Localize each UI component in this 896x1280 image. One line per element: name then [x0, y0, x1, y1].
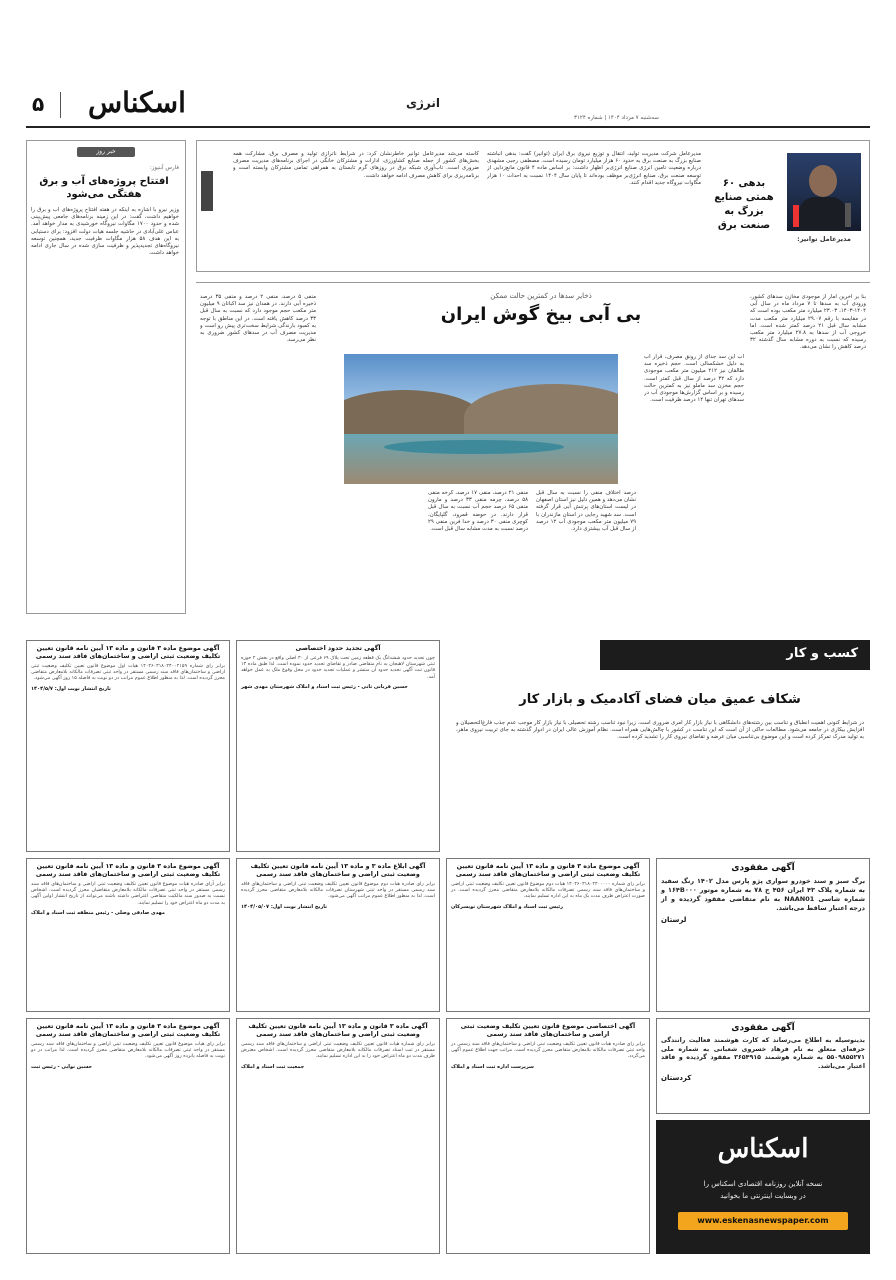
notice-ad: آگهی اختصاصی موضوع قانون تعیین تکلیف وضعیت ثبتی اراضی و ساختمان‌های فاقد سند رسمی برابر رای صادره هیات قانون تعیین تکلیف وضعیت ثبتی اراضی و ساختمان‌های فاقد سند رسمی در واحد ثبتی تصرفات مالکانه بلامعارض متقاضی محرز گردیده است. مراتب جهت اطلاع عموم آگهی می‌گردد. سرپرست اداره ثبت اسناد و املاک — [446, 1018, 650, 1254]
dams-kicker: ذخایر سدها در کمترین حالت ممکن — [490, 292, 592, 300]
dams-col-img: منفی ۲۱ درصد، منفی ۱۷ درصد، کرخه منفی ۵۸ درصد، چرمه منفی ۳۳ درصد و مارون منفی ۶۵ درصد حجم آب نسبت به سال قبل قرار دارند. در حوضه قمرود، گلپایگان، کوچری منفی ۳۰ درصد و خدا فرین منفی ۲۹ درصد نسبت به مدت مشابه سال قبل است. — [428, 490, 528, 533]
promo-line1: نسخه آنلاین روزنامه اقتصادی اسکناس را — [703, 1180, 823, 1188]
notice-ad: آگهی موضوع ماده ۳ قانون و ماده ۱۳ آیین نامه قانون تعیین تکلیف وضعیت ثبتی اراضی و ساختمان‌های فاقد سند رسمی برابر رای شماره ۱۴۰۴۶۰۳۱۸۰۲۴۰۰۰۰۰ هیات دوم موضوع قانون تعیین تکلیف وضعیت ثبتی اراضی و ساختمان‌های فاقد سند رسمی تصرفات مالکانه بلامعارض متقاضی محرز گردیده است. در صورت اعتراض ظرف مدت یک ماه به این اداره تسلیم نمایند. رئیس ثبت اسناد و املاک شهرستان تویسرکان — [446, 858, 650, 1012]
interview-tag: مدیرعامل توانیر: — [797, 235, 851, 243]
dams-col-mid: آب این سد جدای از رونق مصرف، قرار آب به دلیل خشکسالی است. حجم ذخیره سد طالقان نیز ۲۱۲ میلیون متر مکعب موجودی دارد که ۳۲ درصد از سال قبل کمتر است. حجم مخزن سد ماملو نیز به کمترین حالت رسیده و بر اساس گزارش‌ها موجودی آب در سدهای تهران تنها ۱۴ درصد ظرفیت است. — [644, 354, 744, 404]
sidebar — [26, 140, 186, 614]
business-headline: شکاف عمیق میان فضای آکادمیک و بازار کار — [519, 692, 801, 707]
dams-headline: بی آبی بیخ گوش ایران — [440, 304, 642, 325]
interview-col1: مدیرعامل شرکت مدیریت تولید، انتقال و توزیع نیروی برق ایران (توانیر) گفت: بدهی انباشته صنایع بزرگ به صنعت برق به حدود ۶۰ هزار میلیارد تومان رسیده است. مصطفی رجبی مشهدی درباره وضعیت تامین انرژی صنایع انرژی‌بر اظهار داشت: بر اساس ماده ۴ قانون مانع‌زدایی از توسعه صنعت برق، صنایع انرژی‌بر موظف بوده‌اند تا پایان سال ۱۴۰۴ نسبت به احداث ۱۰ هزار مگاوات نیروگاه جدید اقدام کنند. — [487, 151, 701, 186]
dams-col-far: منفی ۵ درصد، منفی ۲ درصد و منفی ۳۵ درصد ذخیره آبی دارند. در همدان نیز سد اکباتان ۹ میلیون متر مکعب حجم موجود دارد که نسبت به سال قبل ۳۳ درصد کاهش یافته است. در این مناطق با توجه به کمبود بارندگی شرایط سخت‌تری پیش رو است و مدیریت مصرف آب در سدهای کشور ضروری به نظر می‌رسد. — [200, 294, 316, 344]
interview-col2: کاسته می‌شد مدیرعامل توانیر خاطرنشان کرد: در شرایط ناترازی تولید و مصرف برق، مشارکت همه بخش‌های کشور از جمله صنایع کشاورزی، ادارات و مشترکان خانگی در اجرای برنامه‌های مدیریت مصرف ضروری است. تاب‌آوری شبکه برق در روزهای گرم تابستان به همراهی تمامی مشترکان وابسته است و برنامه‌ریزی برای کاهش مصرف ادامه خواهد داشت. — [233, 151, 479, 179]
lost-card-ad: آگهی مفقودی بدینوسیله به اطلاع می‌رساند که کارت هوشمند فعالیت رانندگی حرفه‌ای متعلق به نام فرهاد خسروی شعبانی به شماره ملی ۵۵۰۹۸۵۵۲۷۱ به شماره هوشمند ۳۶۵۴۹۱۵ مفقود گردیده و فاقد اعتبار می‌باشد. کردستان — [656, 1018, 870, 1114]
date-line: سه‌شنبه ۷ مرداد ۱۴۰۴ | شماره ۳۱۲۴ — [574, 115, 659, 121]
notice-ad: آگهی ابلاغ ماده ۳ و ماده ۱۳ آیین نامه قانون تعیین تکلیف وضعیت ثبتی اراضی و ساختمان‌های فاقد سند رسمی برابر رای صادره هیات دوم موضوع قانون تعیین تکلیف وضعیت ثبتی اراضی و ساختمان‌های فاقد سند رسمی مستقر در واحد ثبتی شهرستان تصرفات مالکانه بلامعارض متقاضی محرز گردیده است. لذا به منظور اطلاع عموم مراتب آگهی می‌شود. تاریخ انتشار نوبت اول: ۱۴۰۴/۰۵/۰۷ — [236, 858, 440, 1012]
lost-vehicle-ad: آگهی مفقودی برگ سبز و سند خودرو سواری پژو پارس مدل ۱۴۰۲ رنگ سفید به شماره پلاک ۴۳ ایران ۴۵۶ ج ۷۸ به شماره موتور ۱۶۴B۰۰۰ و شماره شاسی NAAN01 به نام متقاضی مفقود گردیده و از درجه اعتبار ساقط می‌باشد. لرستان — [656, 858, 870, 1012]
notice-ad: آگهی موضوع ماده ۳ قانون و ماده ۱۳ آیین نامه قانون تعیین تکلیف وضعیت ثبتی اراضی و ساختمان‌های فاقد سند رسمی برابر رای هیات موضوع قانون تعیین تکلیف وضعیت ثبتی اراضی و ساختمان‌های فاقد سند رسمی مستقر در واحد ثبتی تصرفات مالکانه بلامعارض متقاضی محرز گردیده است. لذا مراتب در دو نوبت به فاصله پانزده روز آگهی می‌شود. حسین نوایی - رئیس ثبت — [26, 1018, 230, 1254]
interview-box — [196, 140, 870, 272]
sidebar-headline: افتتاح پروژه‌های آب و برق هفتگی می‌شود — [39, 176, 169, 200]
dams-photo — [344, 354, 618, 484]
notice-ad: آگهی تحدید حدود اختصاصی چون تحدید حدود ششدانگ یک قطعه زمین تحت پلاک ۶۹ فرعی از ۳۰ اصلی واقع در بخش ۲ حوزه ثبتی شهرستان لاهیجان به نام متقاضی صادر و تقاضای تحدید حدود نموده است. لذا طبق ماده ۱۳ قانون ثبت آگهی تحدید حدود آن منتشر و عملیات تحدید حدود در محل وقوع ملک به عمل خواهد آمد. حسین قربانی ثانی - رئیس ثبت اسناد و املاک شهرستان مهدی شهر — [236, 640, 440, 852]
notice-ad: آگهی موضوع ماده ۳ قانون و ماده ۱۳ آیین نامه قانون تعیین تکلیف وضعیت ثبتی اراضی و ساختمان‌های فاقد سند رسمی برابر آرای صادره هیات موضوع قانون تعیین تکلیف وضعیت ثبتی اراضی و ساختمان‌های فاقد سند رسمی مستقر در واحد ثبتی تصرفات مالکانه بلامعارض متقاضیان محرز گردیده است. اشخاص نسبت به صدور سند مالکیت متقاضی اعتراضی داشته باشند می‌توانند از تاریخ انتشار اولین آگهی به مدت دو ماه اعتراض خود را تسلیم نمایند. مهدی صادقی وصلی - رئیس منطقه ثبت اسناد و املاک — [26, 858, 230, 1012]
section-title: انرژی — [406, 96, 440, 110]
sidebar-kicker: فارس آبنیوز: — [149, 165, 179, 171]
business-section — [450, 640, 870, 850]
interview-title: بدهی ۶۰ همتی صنایع بزرگ به صنعت برق — [714, 178, 774, 231]
promo-logo: اسکناس — [717, 1134, 809, 1164]
promo-box — [656, 1120, 870, 1254]
interview-photo — [787, 153, 861, 231]
promo-url[interactable]: www.eskenasnewspaper.com — [678, 1212, 848, 1230]
business-body: در شرایط کنونی اهمیت انطباق و تناسب بین رشته‌های دانشگاهی با نیاز بازار کار امری ضروری است. زیرا نبود تناسب رشته تحصیلی با نیاز بازار کار موجب عدم جذب فارغ‌التحصیلان و افزایش بیکاری در جامعه می‌شود. مطالعات حاکی از آن است که این تناسب در کشور با چالش‌هایی همراه است. نظام آموزش عالی ایران در ادوار گذشته به جای تربیت نیروی ماهر، به تولید مدرک تمرکز کرده است و این موضوع بی‌تناسبی میان عرضه و تقاضای نیروی کار را تشدید کرده است. — [456, 720, 864, 741]
continued-tag — [201, 171, 213, 211]
logo: اسکناس — [88, 86, 186, 119]
sidebar-badge: خبر روز — [77, 147, 135, 157]
dams-col-right: بنا بر آخرین آمار از موجودی مخازن سدهای کشور، ورودی آب به سدها تا ۷ مرداد ماه در سال آبی ۱۴۰۴-۱۴۰۳، ۲۳.۰۳ میلیارد متر مکعب بوده است که در مقایسه با رقم ۲۹.۰۷ میلیارد متر مکعب مدت مشابه سال قبل ۲۱ درصد کمتر شده است. اما خروجی آب از سدها به ۲۷.۸ میلیارد متر مکعب رسیده که نسبت به دوره مشابه سال گذشته ۳۲ درصد کاهش را نشان می‌دهد. — [750, 294, 866, 351]
notice-ad: آگهی ماده ۳ قانون و ماده ۱۳ آیین نامه قانون تعیین تکلیف وضعیت ثبتی اراضی و ساختمان‌های فاقد سند رسمی برابر رای شماره هیات قانون تعیین تکلیف وضعیت ثبتی اراضی و ساختمان‌های فاقد سند رسمی مستقر در ثبت اسناد تصرفات مالکانه بلامعارض متقاضی محرز گردیده است. اشخاص معترض ظرف مدت دو ماه اعتراض خود را به این اداره تسلیم نمایند. جمعیت ثبت اسناد و املاک — [236, 1018, 440, 1254]
dams-col-left: درصد اختلاف منفی را نسبت به سال قبل نشان می‌دهد و همین دلیل نیز استان اصفهان در لیست استان‌های پرتنش آبی قرار گرفته است. سد شهید رجایی در استان مازندران با ۷۹ میلیون متر مکعب موجودی آب ۱۲ درصد از سال قبل آب بیشتری دارد. — [536, 490, 636, 533]
notice-ad: آگهی موضوع ماده ۳ قانون و ماده ۱۳ آیین نامه قانون تعیین تکلیف وضعیت ثبتی اراضی و ساختمان‌های فاقد سند رسمی برابر رای شماره ۱۴۰۴۶۰۳۱۸۰۲۴۰۰۲۱۵۹ هیات اول موضوع قانون تعیین تکلیف وضعیت ثبتی اراضی و ساختمان‌های فاقد سند رسمی مستقر در واحد ثبتی تصرفات مالکانه بلامعارض متقاضی محرز گردیده است. لذا به منظور اطلاع عموم مراتب در دو نوبت به فاصله ۱۵ روز آگهی می‌شود. تاریخ انتشار نوبت اول: ۱۴۰۴/۵/۷ — [26, 640, 230, 852]
business-section-label: کسب و کار — [786, 646, 858, 661]
masthead — [26, 82, 870, 128]
sidebar-body: وزیر نیرو با اشاره به اینکه در هفته افتتاح پروژه‌های آب و برق را خواهیم داشت، گفت: در این زمینه برنامه‌های جامعی پیش‌بینی شده و حدود ۱۷۰۰ مگاوات نیروگاه خورشیدی به مدار خواهد آمد. عباس علی‌آبادی در حاشیه جلسه هیات دولت افزود: برای دستیابی به این هدف ۵۸ هزار مگاوات ظرفیت جدید، همچنین توسعه نیروگاه‌های تجدیدپذیر و ظرفیت سازی شده در سال جاری ادامه خواهد داشت. — [31, 207, 179, 257]
page-number: ۵ — [32, 92, 45, 116]
promo-line2: در وبسایت اینترنتی ما بخوانید — [720, 1192, 806, 1200]
dams-story — [196, 282, 870, 614]
